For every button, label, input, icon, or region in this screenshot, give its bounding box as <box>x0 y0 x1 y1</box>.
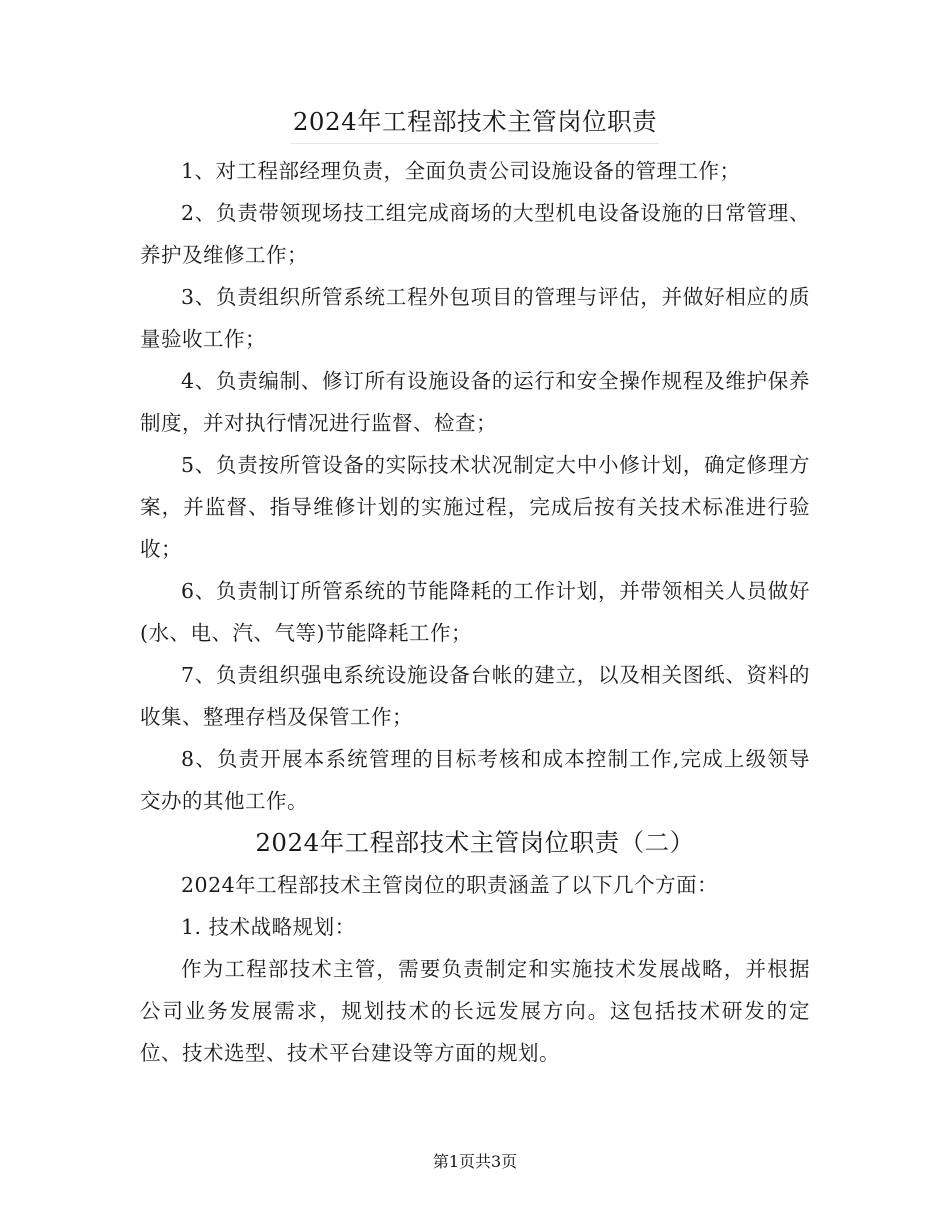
paragraph-4: 4、负责编制、修订所有设施设备的运行和安全操作规程及维护保养制度，并对执行情况进行监督、检查； <box>140 369 810 435</box>
section-2-paragraph-1: 作为工程部技术主管，需要负责制定和实施技术发展战略，并根据公司业务发展需求，规划技术的长远发展方向。这包括技术研发的定位、技术选型、技术平台建设等方面的规划。 <box>140 957 810 1065</box>
paragraph-2: 2、负责带领现场技工组完成商场的大型机电设备设施的日常管理、养护及维修工作； <box>140 201 810 267</box>
paragraph-6: 6、负责制订所管系统的节能降耗的工作计划，并带领相关人员做好(水、电、汽、气等)节能降耗工作； <box>140 579 810 645</box>
page-number: 第1页共3页 <box>432 1152 518 1171</box>
paragraph-7: 7、负责组织强电系统设施设备台帐的建立，以及相关图纸、资料的收集、整理存档及保管工作； <box>140 663 810 729</box>
section-2-title: 2024年工程部技术主管岗位职责（二） <box>255 828 695 857</box>
paragraph-5: 5、负责按所管设备的实际技术状况制定大中小修计划，确定修理方案，并监督、指导维修计划的实施过程，完成后按有关技术标准进行验收； <box>140 453 810 561</box>
document-body <box>140 101 810 1074</box>
document-title: 2024年工程部技术主管岗位职责 <box>140 101 810 144</box>
paragraph-8: 8、负责开展本系统管理的目标考核和成本控制工作,完成上级领导交办的其他工作。 <box>140 747 810 813</box>
section-2-intro: 2024年工程部技术主管岗位的职责涵盖了以下几个方面： <box>181 873 719 897</box>
section-2-heading-1: 1. 技术战略规划： <box>181 915 356 939</box>
paragraph-1: 1、对工程部经理负责，全面负责公司设施设备的管理工作； <box>181 159 741 183</box>
paragraph-3: 3、负责组织所管系统工程外包项目的管理与评估，并做好相应的质量验收工作； <box>140 285 810 351</box>
